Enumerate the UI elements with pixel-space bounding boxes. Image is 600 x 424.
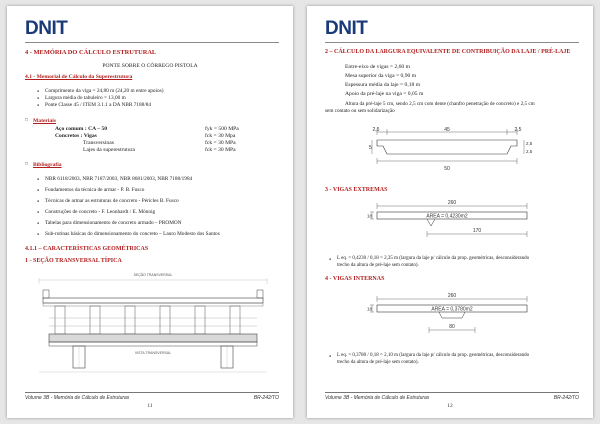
list-item: ● Sub-rotinas básicas do dimensionamento do concreto – Lauro Modesto dos Santos (45, 231, 220, 237)
height-dim: 18 (367, 213, 373, 219)
section-title: 4 - MEMÓRIA DO CÁLCULO ESTRUTURAL (25, 49, 157, 56)
list-item: ● Construções de concreto - F. Leonhardt / E. Mönnig (45, 209, 155, 215)
section-1: 1 - SEÇÃO TRANSVERSAL TÍPICA (25, 258, 122, 264)
transversinas-label: Transversinas (83, 140, 114, 146)
param-line: Entre-eixo de vigas = 2,60 m (345, 64, 410, 70)
list-item: ● Fundamentos da técnica de armar - P. B. Fusco (45, 187, 144, 193)
section-4-1: 4.1 - Memorial de Cálculo da Superestrutura (25, 74, 133, 80)
lajes-value: fck = 30 MPa (205, 147, 236, 153)
dim-height-right-bottom: 2,5 (526, 149, 533, 154)
dim-height-right-top: 2,5 (526, 141, 533, 146)
list-item: ● NBR 6118/2003, NBR 7187/2003, NBR 8681/2003, NBR 7188/1984 (45, 176, 192, 182)
section-title: 2 – CÁLCULO DA LARGURA EQUIVALENTE DE CONTRIBUIÇÃO DA LAJE / PRÉ-LAJE (325, 49, 571, 55)
footer-volume: Volume 3B - Memória de Cálculo de Estruturas (325, 395, 430, 401)
paragraph-line: Altura da pré-laje 5 cm, sendo 2,5 cm com dente (chanfro penetração de concreto) e 2,5 cm (345, 101, 535, 107)
section-4: 4 - VIGAS INTERNAS (325, 276, 385, 282)
param-line: Apoio da pré-laje na viga = 0,05 m (345, 91, 424, 97)
exterior-beam-figure (367, 198, 537, 246)
width-top: 260 (447, 200, 457, 206)
header-rule (25, 42, 279, 43)
list-item: ● Ponte Classe 45 / ITEM 3.1.1 a DA NBR 7188/84 (45, 102, 151, 108)
dim-bottom: 50 (444, 166, 450, 172)
header-rule (325, 42, 579, 43)
dim-mid: 45 (444, 127, 450, 133)
footer-rule (325, 392, 579, 393)
width-bottom: 170 (472, 228, 482, 234)
list-item: ● L eq. = 0,4230 / 0,18 = 2,35 m (largura da laje p/ cálculo da prop. geométricas, desconsiderando (337, 256, 529, 261)
page-number: 12 (447, 403, 453, 409)
page-12 (307, 6, 593, 418)
cross-section-drawing (29, 268, 277, 376)
area-label: AREA = 0,3780m2 (431, 306, 473, 313)
area-label: AREA = 0,4230m2 (426, 213, 468, 220)
list-item: ● Largura média do tabuleiro = 13,00 m (45, 95, 126, 101)
footer-road: BR-242/TO (553, 395, 579, 401)
param-line: Mesa superior da viga = 0,90 m (345, 73, 417, 79)
list-item: ● Comprimento da viga = 24,80 m (24,20 m entre apoios) (45, 88, 163, 94)
paragraph-line: sem contato ou sem solidarização (325, 108, 395, 114)
dim-right: 2,5 (514, 127, 522, 133)
section-4-1-1: 4.1.1 – CARACTERÍSTICAS GEOMÉTRICAS (25, 246, 149, 252)
footer-volume: Volume 3B - Memória de Cálculo de Estruturas (25, 395, 130, 401)
drawing-top-label: SEÇÃO TRANSVERSAL (133, 273, 173, 277)
aco-value: fyk = 500 MPa (205, 126, 239, 132)
width-top: 260 (447, 293, 457, 299)
width-bottom: 80 (449, 324, 455, 330)
section-3: 3 - VIGAS EXTREMAS (325, 187, 388, 193)
page-11 (7, 6, 293, 418)
vigas-value: fck = 30 Mpa (205, 133, 236, 139)
concretos-label: Concretos : Vigas (55, 133, 97, 139)
lajes-label: Lajes da superestrutura (83, 147, 135, 153)
param-line: Espessura média da laje = 0,18 m (345, 82, 421, 88)
dnit-logo: DNIT (25, 18, 68, 39)
list-item: ● Técnicas de armar as estruturas de concreto - Péricles B. Fusco (45, 198, 179, 204)
transversinas-value: fck = 30 MPa (205, 140, 236, 146)
dim-height-left: 5 (369, 145, 372, 151)
list-item-continuation: trecho da altura de pré-laje sem contato). (337, 263, 419, 268)
drawing-bottom-label: VISTA TRANSVERSAL (134, 351, 172, 355)
footer-road: BR-242/TO (253, 395, 279, 401)
dim-left: 2,5 (372, 127, 380, 133)
list-item-continuation: trecho da altura de pré-laje sem contato). (337, 360, 419, 365)
page-number: 11 (147, 403, 153, 409)
footer-rule (25, 392, 279, 393)
height-dim: 18 (367, 306, 373, 312)
bibliografia-heading: □ Bibliografia (33, 162, 62, 168)
list-item: ● Tabelas para dimensionamento de concreto armado – PROMON (45, 220, 182, 226)
bridge-title: PONTE SOBRE O CÓRREGO PISTOLA (102, 63, 198, 69)
preslab-figure (367, 124, 537, 174)
list-item: ● L eq. = 0,3780 / 0,18 = 2,10 m (largura da laje p/ cálculo da prop. geométricas, desconsiderando (337, 353, 529, 358)
materiais-heading: □ Materiais (33, 118, 56, 124)
dnit-logo: DNIT (325, 18, 368, 39)
aco-label: Aço comum : CA – 50 (55, 126, 108, 132)
interior-beam-figure (367, 288, 537, 344)
